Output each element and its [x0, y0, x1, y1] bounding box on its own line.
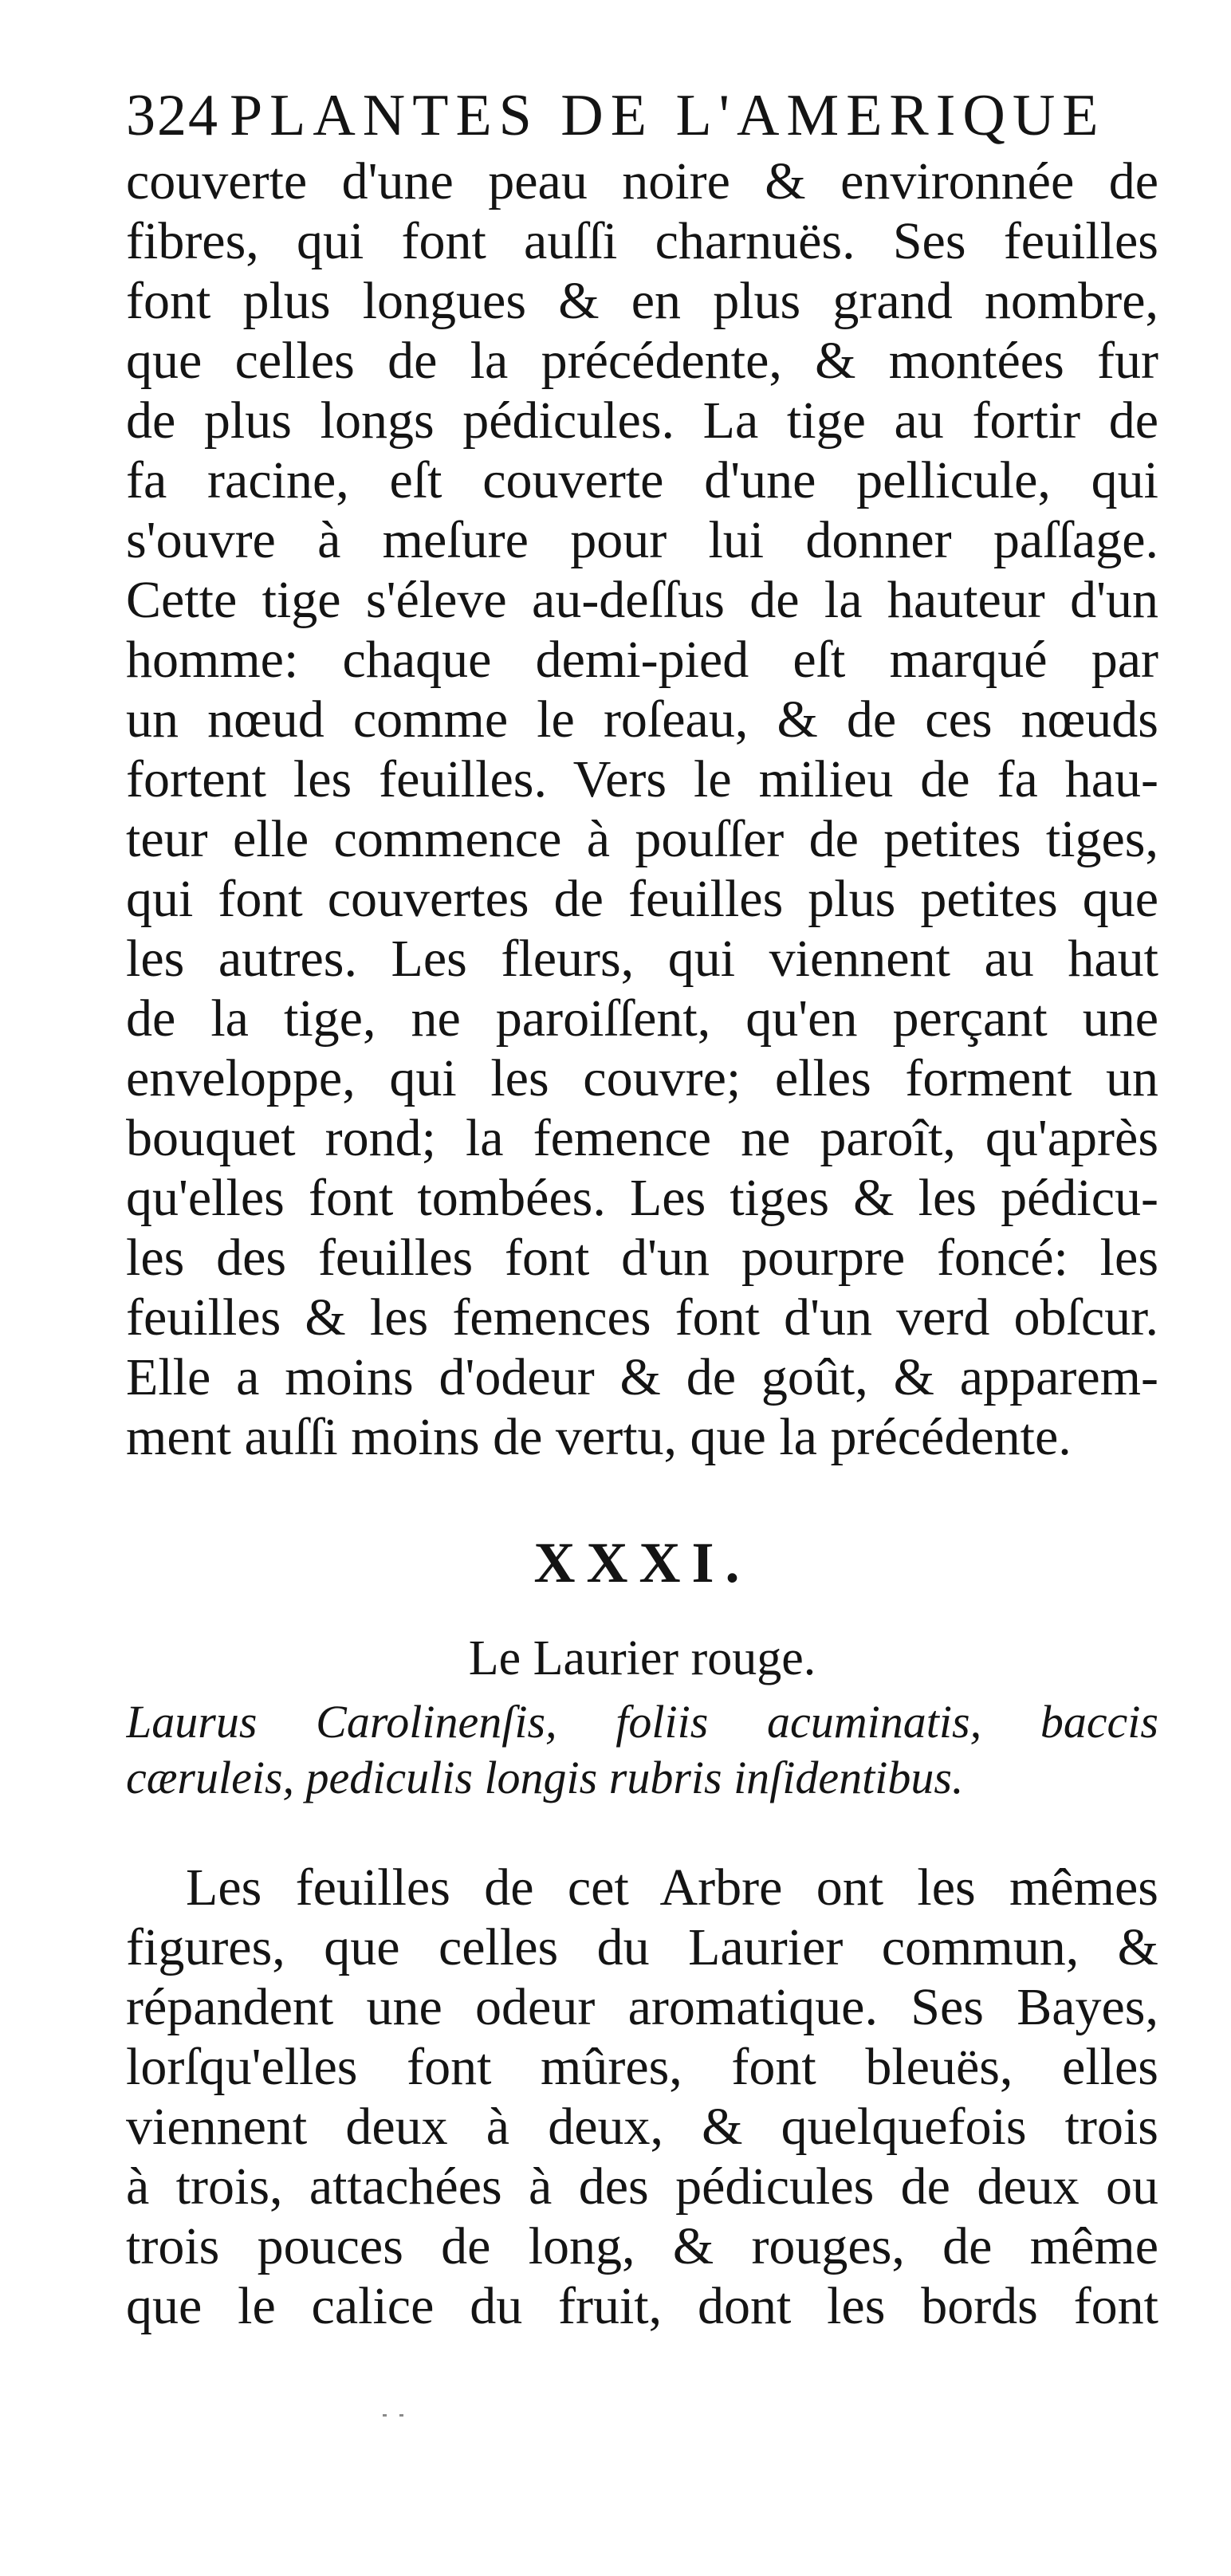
- text-line: un nœud comme le roſeau, & de ces nœuds: [126, 690, 1158, 749]
- text-line: répandent une odeur aromatique. Ses Bayes,: [126, 1978, 1158, 2036]
- description-paragraph: [126, 1858, 1158, 2336]
- text-line: trois pouces de long, & rouges, de même: [126, 2217, 1158, 2275]
- text-line: bouquet rond; la femence ne paroît, qu'après: [126, 1109, 1158, 1167]
- page-number: 324: [126, 83, 219, 148]
- text-line: les autres. Les fleurs, qui viennent au haut: [126, 930, 1158, 988]
- latin-name: [126, 1694, 1158, 1806]
- text-line: fa racine, eſt couverte d'une pellicule, qui: [126, 451, 1158, 509]
- text-line: fortent les feuilles. Vers le milieu de fa hau-: [126, 750, 1158, 808]
- text-line: Les feuilles de cet Arbre ont les mêmes: [186, 1858, 1158, 1917]
- section-title: Le Laurier rouge.: [468, 1631, 816, 1685]
- latin-line: cæruleis, pediculis longis rubris inſidentibus.: [126, 1752, 964, 1803]
- text-line: homme: chaque demi-pied eſt marqué par: [126, 631, 1158, 689]
- ink-smudge: [383, 2406, 431, 2411]
- text-line: teur elle commence à pouſſer de petites tiges,: [126, 810, 1158, 868]
- text-line: Elle a moins d'odeur & de goût, & apparem-: [126, 1348, 1158, 1406]
- text-line: qui font couvertes de feuilles plus petites que: [126, 870, 1158, 928]
- text-line: de plus longs pédicules. La tige au fortir de: [126, 391, 1158, 450]
- text-line: enveloppe, qui les couvre; elles forment un: [126, 1049, 1158, 1107]
- text-line: à trois, attachées à des pédicules de deux ou: [126, 2157, 1158, 2216]
- text-line: figures, que celles du Laurier commun, &: [126, 1918, 1158, 1976]
- ink-dot: [399, 2414, 403, 2417]
- section-number: XXXI.: [533, 1531, 751, 1595]
- main-paragraph: [126, 151, 1158, 1467]
- running-head: PLANTES DE L'AMERIQUE: [230, 83, 1106, 148]
- text-line: viennent deux à deux, & quelquefois trois: [126, 2098, 1158, 2156]
- text-line: de la tige, ne paroiſſent, qu'en perçant une: [126, 989, 1158, 1048]
- latin-line: Laurus Carolinenſis, foliis acuminatis, baccis: [126, 1696, 1158, 1748]
- text-line: qu'elles font tombées. Les tiges & les pédicu-: [126, 1169, 1158, 1227]
- text-line: font plus longues & en plus grand nombre,: [126, 272, 1158, 330]
- text-line: que celles de la précédente, & montées fur: [126, 332, 1158, 390]
- text-line: Cette tige s'éleve au-deſſus de la hauteur d'un: [126, 571, 1158, 629]
- text-line: s'ouvre à meſure pour lui donner paſſage.: [126, 511, 1158, 569]
- text-line: fibres, qui font auſſi charnuës. Ses feuilles: [126, 212, 1158, 270]
- page-header: [126, 80, 1154, 151]
- text-line: lorſqu'elles font mûres, font bleuës, elles: [126, 2038, 1158, 2096]
- text-line: feuilles & les femences font d'un verd obſcur.: [126, 1288, 1158, 1347]
- text-line: couverte d'une peau noire & environnée de: [126, 152, 1158, 210]
- text-line: ment auſſi moins de vertu, que la précédente.: [126, 1408, 1072, 1466]
- text-line: les des feuilles font d'un pourpre foncé: les: [126, 1229, 1158, 1287]
- ink-dot: [383, 2414, 387, 2417]
- text-line: que le calice du fruit, dont les bords font: [126, 2277, 1158, 2335]
